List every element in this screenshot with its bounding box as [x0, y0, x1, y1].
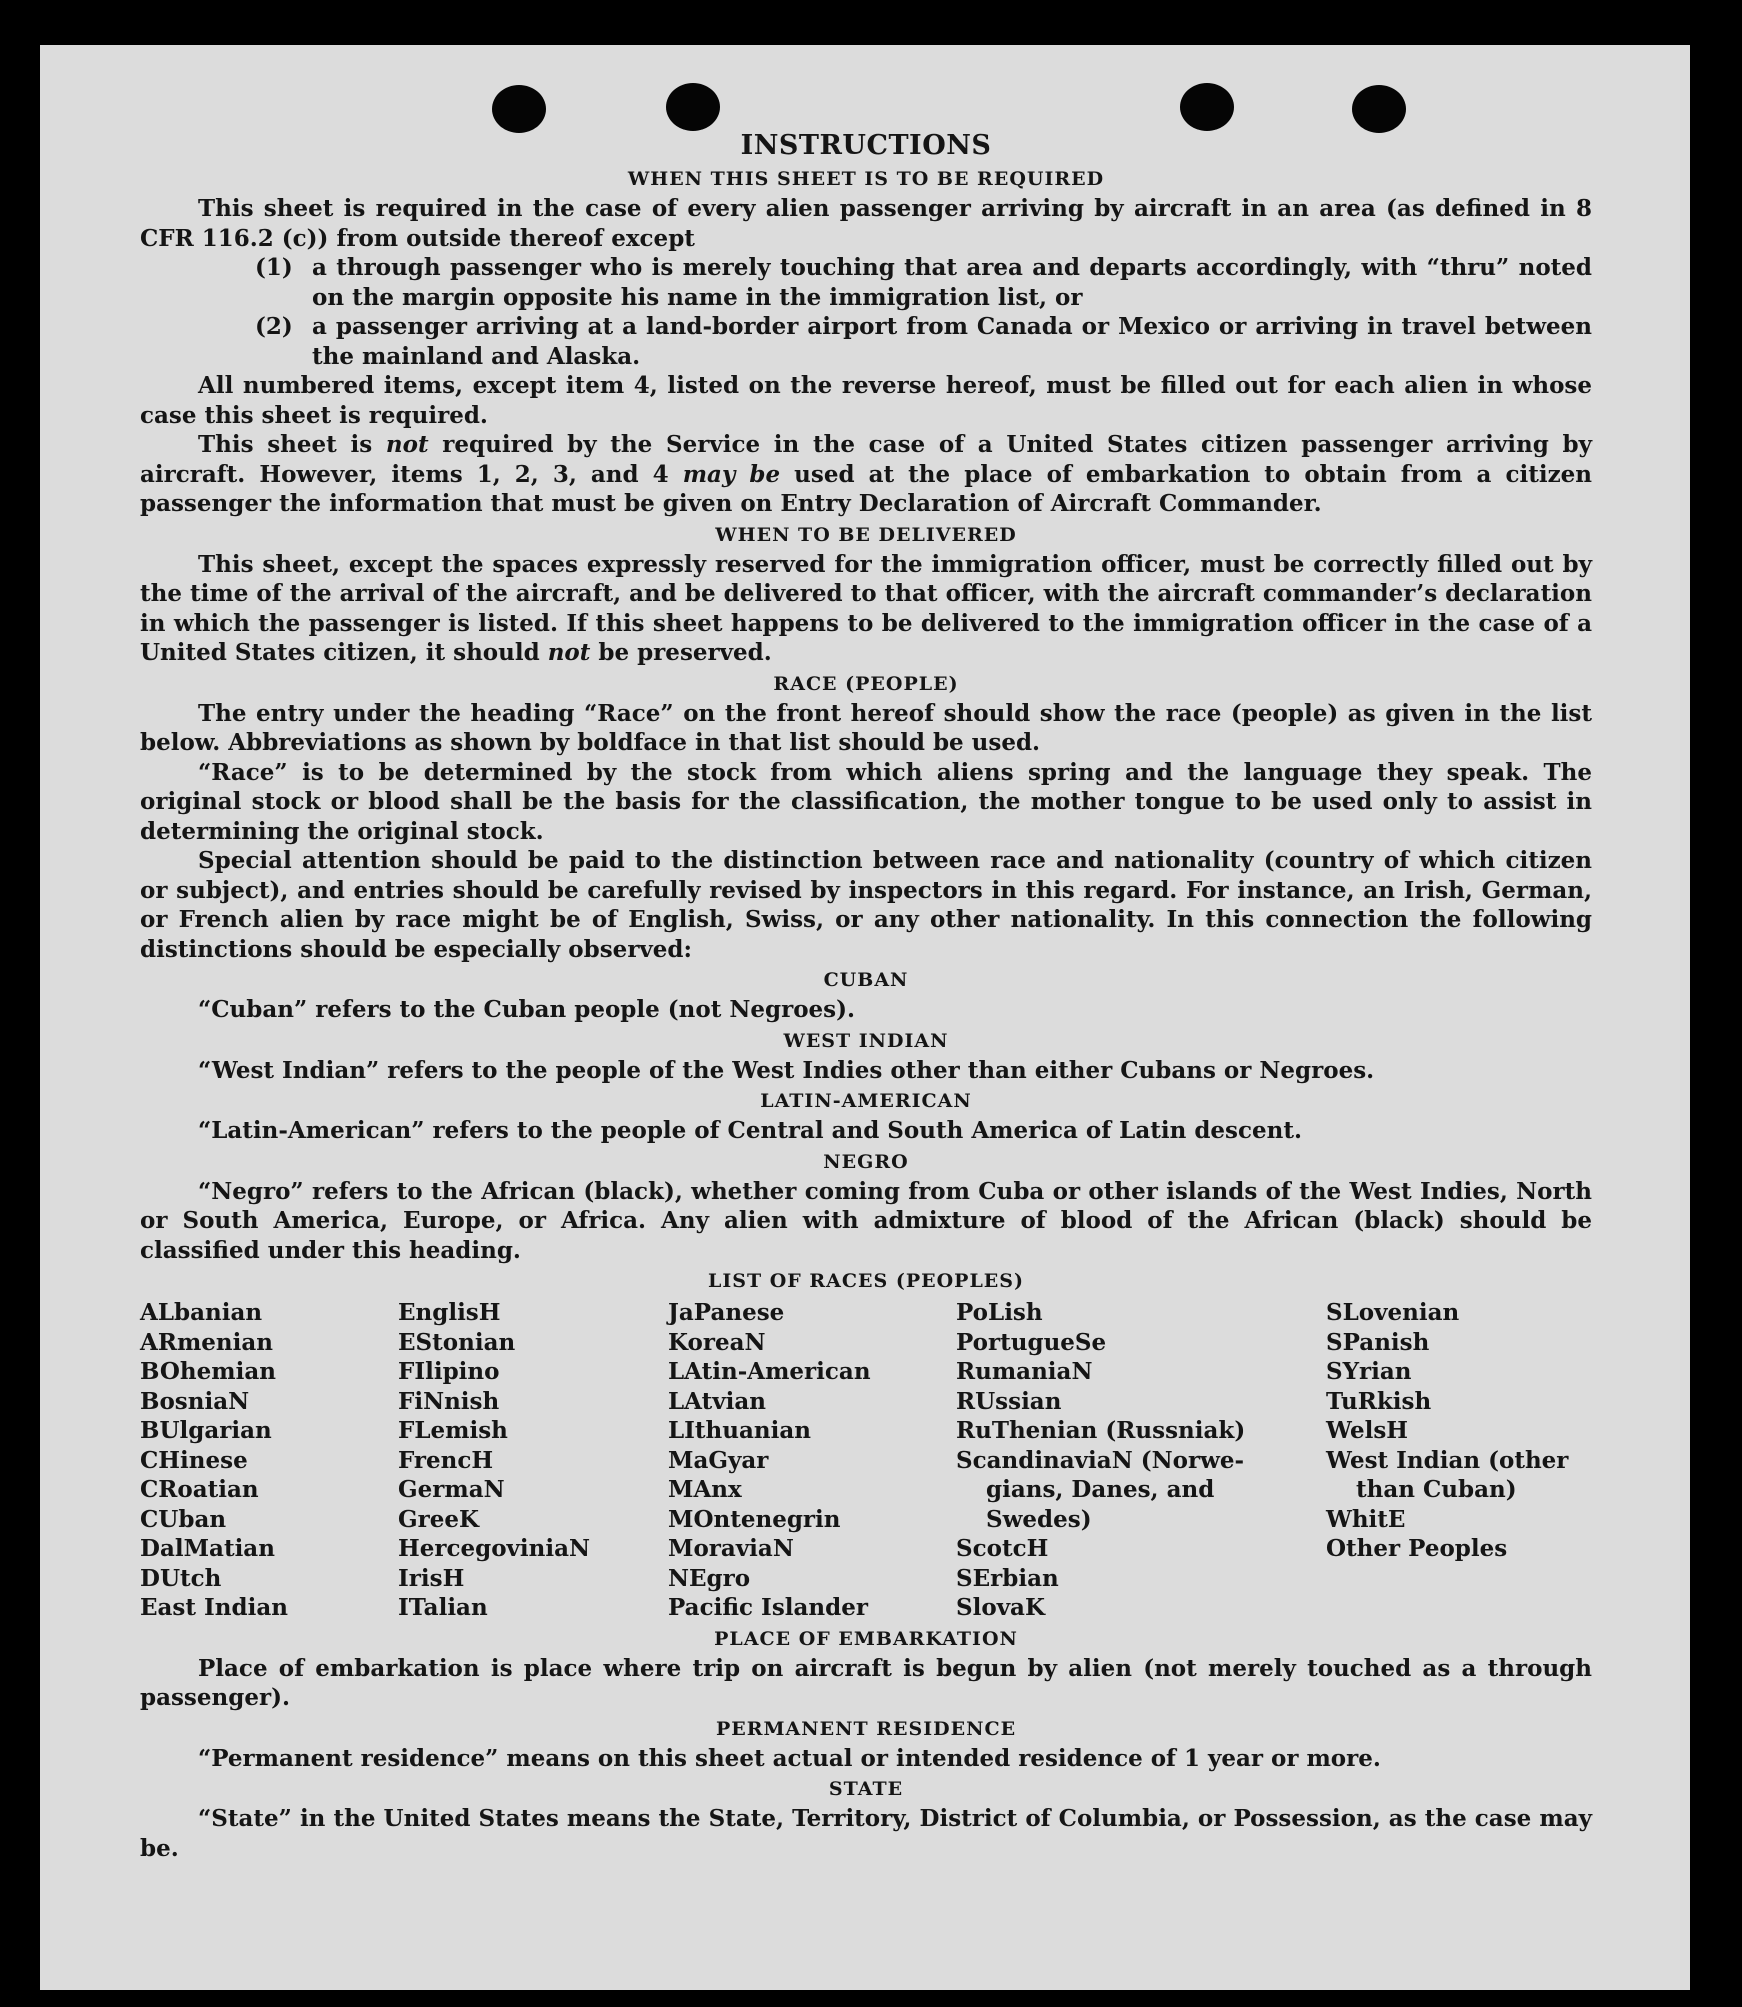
race-entry: LAtvian — [668, 1387, 766, 1415]
race-entry: KoreaN — [668, 1328, 766, 1356]
race-entry: FLemish — [398, 1417, 508, 1444]
paragraph-delivery: This sheet, except the spaces expressly reserved for the immigration officer, must be correctly filled out by the time of the arrival of the aircraft, and be delivered to that officer, with the aircraft commander’s declaration in which the passenger is listed. If this sheet happens to be delivered to the immigration officer in the case of a United States citizen, it should not be preserved. — [140, 550, 1592, 666]
race-entry: Other Peoples — [1326, 1535, 1508, 1562]
race-entry: MOntenegrin — [668, 1505, 841, 1533]
race-entry: SlovaK — [956, 1594, 1045, 1621]
race-column — [1326, 1298, 1592, 1623]
race-column — [140, 1298, 398, 1623]
race-entry: MAnx — [668, 1476, 742, 1503]
race-entry: Swedes) — [986, 1505, 1092, 1533]
race-entry: JaPanese — [668, 1299, 785, 1326]
race-entry: DalMatian — [140, 1535, 275, 1562]
race-entry: PoLish — [956, 1299, 1043, 1326]
race-entry: GermaN — [398, 1476, 505, 1503]
race-entry: NEgro — [668, 1564, 751, 1592]
heading-latin-american: LATIN-AMERICAN — [760, 1090, 972, 1112]
race-entry: DUtch — [140, 1564, 222, 1592]
heading-cuban: CUBAN — [823, 969, 909, 991]
race-entry: RumaniaN — [956, 1358, 1093, 1385]
race-entry: MaGyar — [668, 1446, 769, 1474]
race-entry: SPanish — [1326, 1328, 1430, 1356]
heading-when-delivered: WHEN TO BE DELIVERED — [715, 523, 1017, 546]
punch-hole — [492, 85, 546, 133]
race-entry: EStonian — [398, 1328, 516, 1356]
paragraph-race-nationality: Special attention should be paid to the distinction between race and nationality (country of which citizen or subject), and entries should be carefully revised by inspectors in this regard. For instance, an Irish, German, or French alien by race might be of English, Swiss, or any other nationality. In this connection the following distinctions should be especially observed: — [140, 847, 1592, 963]
race-entry: SErbian — [956, 1564, 1059, 1592]
definition-cuban: “Cuban” refers to the Cuban people (not Negroes). — [198, 996, 856, 1023]
race-column — [398, 1298, 668, 1623]
punch-hole — [1352, 85, 1406, 133]
race-entry: Pacific Islander — [668, 1594, 868, 1621]
race-entry: ScotcH — [956, 1535, 1049, 1562]
race-entry: MoraviaN — [668, 1535, 794, 1562]
race-entry: PortugueSe — [956, 1328, 1107, 1356]
race-entry: WelsH — [1326, 1417, 1409, 1444]
definition-negro: “Negro” refers to the African (black), whether coming from Cuba or other islands of the West Indies, North or South America, Europe, or Africa. Any alien with admixture of blood of the African (black) should be classified under this heading. — [140, 1177, 1592, 1264]
race-entry: WhitE — [1326, 1505, 1406, 1533]
race-entry: CRoatian — [140, 1476, 259, 1503]
exception-text: a through passenger who is merely touching that area and departs accordingly, with “thru” noted on the margin opposite his name in the immigration list, or — [312, 254, 1592, 311]
exception-item — [140, 312, 1592, 371]
race-entry: RUssian — [956, 1387, 1062, 1415]
race-entry: HercegoviniaN — [398, 1535, 591, 1562]
race-entry: EnglisH — [398, 1299, 501, 1326]
race-entry: SLovenian — [1326, 1299, 1460, 1326]
heading-when-required: WHEN THIS SHEET IS TO BE REQUIRED — [627, 168, 1105, 190]
definition-permanent-residence: “Permanent residence” means on this sheet actual or intended residence of 1 year or more. — [198, 1744, 1381, 1772]
page-title: INSTRUCTIONS — [740, 130, 992, 161]
exception-number: (1) — [255, 254, 293, 281]
punch-hole — [666, 83, 720, 131]
punch-hole — [1180, 83, 1234, 131]
exception-text: a passenger arriving at a land-border airport from Canada or Mexico or arriving in travel between the mainland and Alaska. — [312, 313, 1592, 370]
exception-item — [140, 253, 1592, 312]
race-entry: FiNnish — [398, 1387, 500, 1415]
race-entry: gians, Danes, and — [986, 1476, 1215, 1503]
race-entry: BUlgarian — [140, 1417, 272, 1444]
paragraph-numbered-items: All numbered items, except item 4, listed on the reverse hereof, must be filled out for each alien in whose case this sheet is required. — [140, 372, 1592, 429]
heading-race: RACE (PEOPLE) — [773, 672, 959, 695]
race-entry: RuThenian (Russniak) — [956, 1417, 1246, 1444]
race-list — [140, 1298, 1592, 1623]
race-entry: ALbanian — [140, 1299, 263, 1326]
race-entry: ITalian — [398, 1594, 488, 1621]
heading-list-of-races: LIST OF RACES (PEOPLES) — [708, 1270, 1024, 1292]
race-entry: SYrian — [1326, 1358, 1412, 1385]
heading-negro: NEGRO — [823, 1150, 909, 1173]
definition-latin-american: “Latin-American” refers to the people of Central and South America of Latin descent. — [198, 1117, 1302, 1144]
race-column — [956, 1298, 1326, 1623]
definition-embarkation: Place of embarkation is place where trip on aircraft is begun by alien (not merely touched as a through passenger). — [140, 1654, 1592, 1711]
heading-permanent-residence: PERMANENT RESIDENCE — [715, 1717, 1017, 1740]
race-entry: LAtin-American — [668, 1358, 871, 1385]
race-entry: BosniaN — [140, 1387, 250, 1415]
race-entry: GreeK — [398, 1505, 480, 1533]
definition-state: “State” in the United States means the State, Territory, District of Columbia, or Possession, as the case may be. — [140, 1805, 1592, 1862]
definition-west-indian: “West Indian” refers to the people of the West Indies other than either Cubans or Negroes. — [198, 1056, 1375, 1084]
paragraph-race-entry: The entry under the heading “Race” on the front hereof should show the race (people) as given in the list below. Abbreviations as shown by boldface in that list should be used. — [140, 699, 1592, 756]
race-entry: West Indian (other — [1326, 1446, 1569, 1474]
race-entry: CUban — [140, 1505, 227, 1533]
instructions-body — [140, 129, 1592, 1863]
paragraph-citizen: This sheet is not required by the Service in the case of a United States citizen passenger arriving by aircraft. However, items 1, 2, 3, and 4 may be used at the place of embarkation to obtain from a citizen passenger the information that must be given on Entry Declaration of Aircraft Commander. — [140, 431, 1592, 517]
heading-state: STATE — [828, 1778, 904, 1800]
race-entry: LIthuanian — [668, 1417, 811, 1444]
race-entry: FIlipino — [398, 1358, 500, 1385]
race-entry: CHinese — [140, 1446, 248, 1474]
race-entry: ARmenian — [140, 1328, 274, 1356]
race-entry: ScandinaviaN (Norwe- — [956, 1446, 1245, 1474]
race-entry: IrisH — [398, 1564, 465, 1592]
paragraph-required-intro: This sheet is required in the case of every alien passenger arriving by aircraft in an area (as defined in 8 CFR 116.2 (c)) from outside thereof except — [140, 195, 1592, 252]
race-entry: BOhemian — [140, 1358, 276, 1385]
paragraph-race-stock: “Race” is to be determined by the stock from which aliens spring and the language they speak. The original stock or blood shall be the basis for the classification, the mother tongue to be used only to assist in determining the original stock. — [140, 758, 1592, 845]
race-entry: than Cuban) — [1356, 1476, 1517, 1503]
document-page — [40, 45, 1690, 1990]
race-entry: East Indian — [140, 1594, 288, 1621]
race-column — [668, 1298, 956, 1623]
race-entry: FrencH — [398, 1446, 494, 1474]
heading-place-of-embarkation: PLACE OF EMBARKATION — [714, 1627, 1018, 1650]
exception-number: (2) — [255, 313, 293, 340]
race-entry: TuRkish — [1326, 1387, 1432, 1415]
heading-west-indian: WEST INDIAN — [783, 1029, 949, 1052]
